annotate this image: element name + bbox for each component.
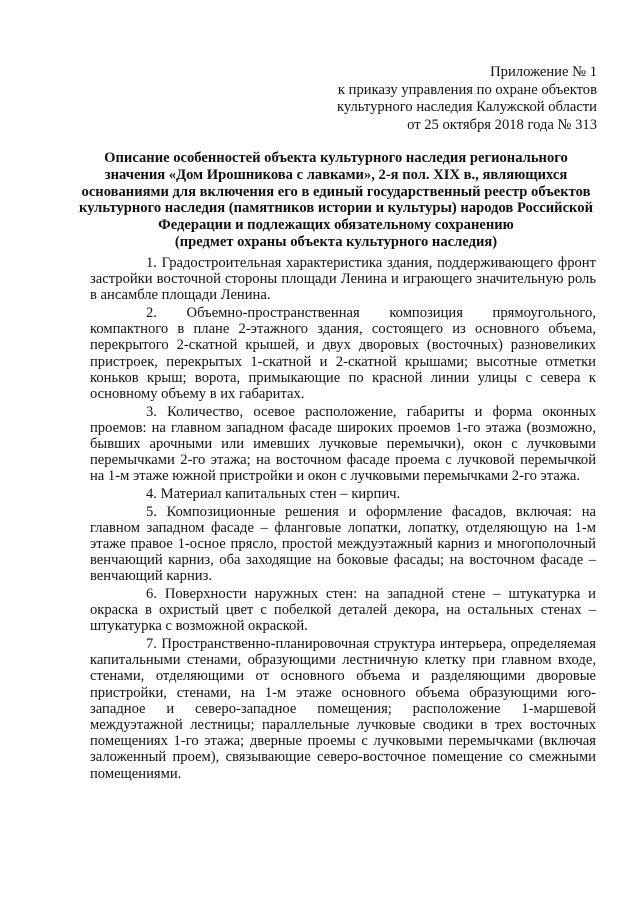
paragraph-3: 3. Количество, осевое расположение, габариты и форма оконных проемов: на главном западном фасаде широких проемов 1-го этажа (возможно, бывших арочными или имевших лучковые перемычки), окон с лучковыми перемычками 2-го этажа; на восточном фасаде проема с лучковой перемычкой на 1-м этаже южной пристройки и окон с лучковыми перемычками 2-го этажа. <box>90 403 596 485</box>
title-line: основаниями для включения его в единый государственный реестр объектов <box>81 183 591 200</box>
paragraph-4: 4. Материал капитальных стен – кирпич. <box>146 486 401 503</box>
appendix-header <box>337 64 597 134</box>
paragraph-7: 7. Пространственно-планировочная структура интерьера, определяемая капитальными стенами, образующими лестничную клетку при главном входе, стенами, отделяющими от основного объема и разделяющими дворовые пристройки, стенами, на 1-м этаже основного объема образующими юго-западное и северо-западное помещения; расположение 1-маршевой междуэтажной лестницы; параллельные лучковые сводики в трех восточных помещениях 1-го этажа; дверные проемы с лучковыми перемычками (включая заложенный проем), связывающие северо-восточное помещение со смежными помещениями. <box>90 636 596 782</box>
document-body <box>90 255 596 783</box>
title-line: (предмет охраны объекта культурного наследия) <box>174 233 498 250</box>
title-line: Описание особенностей объекта культурного наследия регионального <box>104 150 568 166</box>
paragraph-2: 2. Объемно-пространственная композиция прямоугольного, компактного в плане 2-этажного здания, состоящего из основного объема, перекрытого 2-скатной крышей, и двух дворовых (восточных) разновеликих пристроек, перекрытых 1-скатной и 2-скатной крышами; высотные отметки коньков крыш; ворота, примыкающие по красной линии улицы с севера к основному объему в их габаритах. <box>90 305 596 403</box>
title-line: культурного наследия (памятников истории и культуры) народов Российской <box>79 200 593 217</box>
paragraph-5: 5. Композиционные решения и оформление фасадов, включая: на главном западном фасаде – фланговые лопатки, лопатку, отделяющую на 1-м этаже правое 1-осное прясло, простой междуэтажный карниз и многополочный венчающий карниз, оба заходящие на боковые фасады; на восточном фасаде – венчающий карниз. <box>90 503 596 585</box>
paragraph-6: 6. Поверхности наружных стен: на западной стене – штукатурка и окраска в охристый цвет с побелкой деталей декора, на остальных стенах – штукатурка с возможной окраской. <box>90 586 596 635</box>
title-line: значения «Дом Ирошникова с лавками», 2-я пол. XIX в., являющихся <box>104 166 568 183</box>
appendix-line: к приказу управления по охране объектов <box>337 81 597 98</box>
document-title <box>72 150 600 251</box>
paragraph-1: 1. Градостроительная характеристика здания, поддерживающего фронт застройки восточной стороны площади Ленина и играющего значительную роль в ансамбле площади Ленина. <box>90 255 596 304</box>
title-line: Федерации и подлежащих обязательному сохранению <box>158 217 514 234</box>
appendix-line: от 25 октября 2018 года № 313 <box>407 116 597 133</box>
appendix-line: культурного наследия Калужской области <box>336 99 597 116</box>
appendix-line: Приложение № 1 <box>490 64 597 80</box>
